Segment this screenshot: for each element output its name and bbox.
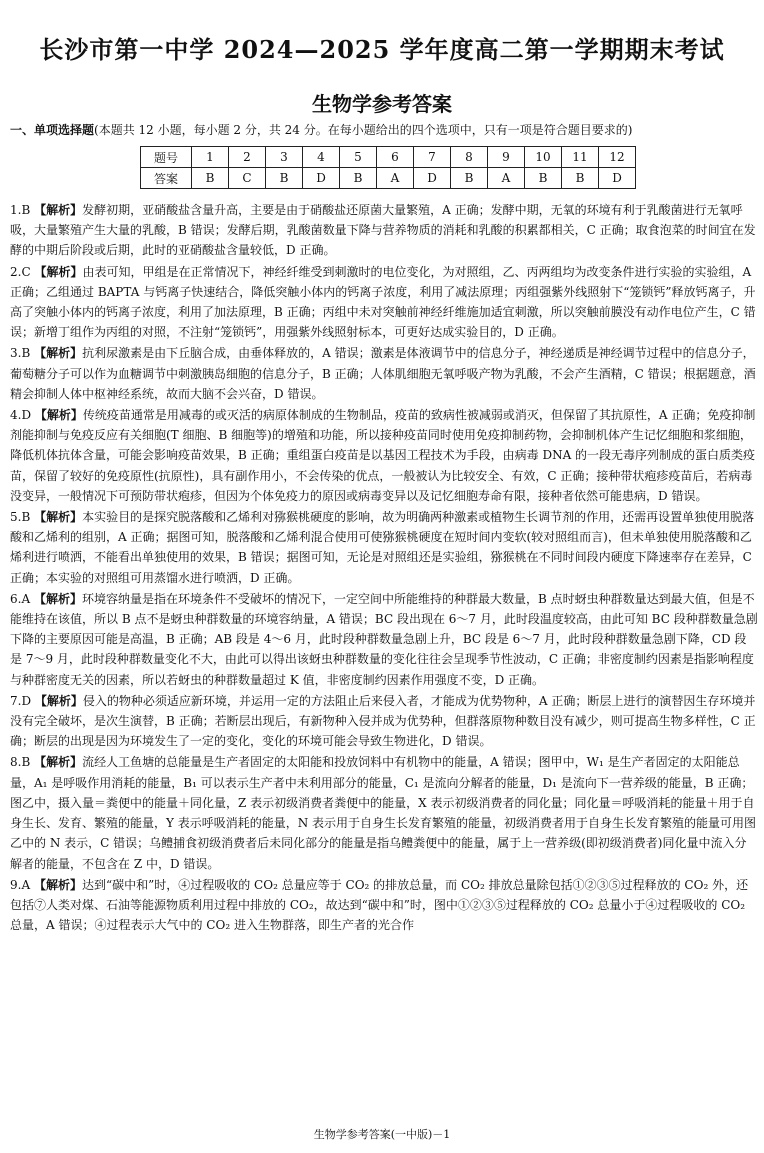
explanation-text: 由表可知，甲组是在正常情况下，神经纤维受到刺激时的电位变化，为对照组，乙、丙两组均为改变条件进行实验的实验组，A 正确；乙组通过 BAPTA 与钙离子快速结合，降低突触小体内的钙离子浓度，利用了减法原理；丙组强紫外线照射下“笼锁钙”释放钙离子，升高了突触小体内的钙离子浓度，利用了加法原理，B 正确；丙组中未对突触前神经纤维施加适宜刺激，所以突触前膜没有动作电位产生，C 错误；新增丁组作为丙组的对照，不注射“笼锁钙”，用强紫外线照射标本，可更好达成实验目的，D 正确。 <box>10 264 756 340</box>
explanation-text: 侵入的物种必须适应新环境，并运用一定的方法阻止后来侵入者，才能成为优势物种，A 正确；断层上进行的演替因生存环境并没有完全破坏，是次生演替，B 正确；若断层出现后，有新物种入侵并成为优势种，但群落原物种数目没有减少，则可提高生物多样性，C 正确；断层的出现是因为环境发生了一定的变化，变化的环境可能会导致生物进化，D 错误。 <box>10 693 756 749</box>
analysis-tag: 【解析】 <box>34 755 83 770</box>
question-answer: 6.A <box>10 591 31 606</box>
answer-table <box>140 146 636 189</box>
analysis-tag: 【解析】 <box>34 510 83 525</box>
analysis-tag: 【解析】 <box>33 591 82 606</box>
question-answer: 7.D <box>10 693 32 708</box>
explanation-item <box>10 262 758 343</box>
answer-row <box>141 168 636 189</box>
explanation-text: 达到“碳中和”时，④过程吸收的 CO₂ 总量应等于 CO₂ 的排放总量，而 CO₂ 排放总量除包括①②③⑤过程释放的 CO₂ 外，还包括⑦人类对煤、石油等能源物质利用过程中排放的 CO₂，故达到“碳中和”时，图中①②③⑤过程释放的 CO₂ 总量小于④过程吸收的 CO₂ 总量，A 错误；④过程表示大气中的 CO₂ 进入生物群落，即生产者的光合作 <box>10 877 749 933</box>
explanation-text: 流经人工鱼塘的总能量是生产者固定的太阳能和投放饲料中有机物中的能量，A 错误；图甲中，W₁ 是生产者固定的太阳能总量，A₁ 是呼吸作用消耗的能量，B₁ 可以表示生产者中未利用部分的能量，C₁ 是流向分解者的能量，D₁ 是流向下一营养级的能量，B 正确；图乙中，摄入量＝粪便中的能量＋同化量，Z 表示初级消费者粪便中的能量，X 表示初级消费者的同化量；同化量＝呼吸消耗的能量＋用于自身生长、发育、繁殖的能量，Y 表示呼吸消耗的能量，N 表示用于自身生长发育繁殖的能量，初级消费者用于自身生长发育繁殖的能量可用图乙中的 N 表示，C 错误；乌鳢捕食初级消费者后未同化部分的能量是指乌鳢粪便中的能量，属于上一营养级(即初级消费者)同化量中流入分解者的能量，不包含在 Z 中，D 错误。 <box>10 755 757 871</box>
table-cell: B <box>562 168 599 189</box>
row-label-answer: 答案 <box>141 168 192 189</box>
table-cell: 9 <box>488 147 525 168</box>
table-cell: 6 <box>377 147 414 168</box>
table-cell: D <box>599 168 636 189</box>
row-label-number: 题号 <box>141 147 192 168</box>
analysis-tag: 【解析】 <box>34 346 83 361</box>
question-answer: 2.C <box>10 264 31 279</box>
section-heading <box>10 122 760 138</box>
explanation-item <box>10 200 758 261</box>
table-cell: 8 <box>451 147 488 168</box>
table-cell: 7 <box>414 147 451 168</box>
table-cell: B <box>266 168 303 189</box>
analysis-tag: 【解析】 <box>34 203 83 217</box>
analysis-tag: 【解析】 <box>33 877 82 892</box>
explanation-text: 发酵初期，亚硝酸盐含量升高，主要是由于硝酸盐还原菌大量繁殖，A 正确；发酵中期，无氧的环境有利于乳酸菌进行无氧呼吸，大量繁殖产生大量的乳酸，B 错误；发酵后期，乳酸菌数量下降与营养物质的消耗和乳酸的积累都相关，C 正确；取食泡菜的时间宜在发酵的中期后阶段或后期，此时的亚硝酸盐含量较低，D 正确。 <box>10 203 756 258</box>
table-cell: 10 <box>525 147 562 168</box>
analysis-tag: 【解析】 <box>34 408 83 423</box>
question-answer: 8.B <box>10 755 31 770</box>
table-cell: A <box>488 168 525 189</box>
analysis-tag: 【解析】 <box>34 693 83 708</box>
table-cell: D <box>414 168 451 189</box>
explanation-item <box>10 875 758 936</box>
table-cell: 4 <box>303 147 340 168</box>
table-cell: B <box>525 168 562 189</box>
question-answer: 9.A <box>10 877 31 892</box>
table-cell: 12 <box>599 147 636 168</box>
table-cell: 3 <box>266 147 303 168</box>
table-cell: B <box>340 168 377 189</box>
explanation-item <box>10 343 758 404</box>
question-answer: 5.B <box>10 510 31 525</box>
table-cell: B <box>451 168 488 189</box>
table-cell: D <box>303 168 340 189</box>
table-cell: 2 <box>229 147 266 168</box>
answer-subtitle: 生物学参考答案 <box>312 92 452 116</box>
exam-title: 长沙市第一中学 2024—2025 学年度高二第一学期期末考试 <box>39 35 725 64</box>
explanation-item <box>10 405 758 506</box>
section-note: (本题共 12 小题，每小题 2 分，共 24 分。在每小题给出的四个选项中，只有一项是符合题目要求的) <box>94 123 633 137</box>
explanation-text: 本实验目的是探究脱落酸和乙烯利对猕猴桃硬度的影响，故为明确两种激素或植物生长调节剂的作用，还需再设置单独使用脱落酸和乙烯利的组别，A 正确；据图可知，脱落酸和乙烯利混合使用可使猕猴桃硬度在短时间内变软(较对照组而言)，但未单独使用脱落酸和乙烯利进行喷洒，不能看出单独使用的效果，B 错误；据图可知，无论是对照组还是实验组，猕猴桃在不同时间段内硬度下降速率存在差异，C 正确；本实验的对照组可用蒸馏水进行喷洒，D 正确。 <box>10 510 755 585</box>
question-answer: 3.B <box>10 346 31 361</box>
table-cell: 5 <box>340 147 377 168</box>
explanation-text: 抗利尿激素是由下丘脑合成，由垂体释放的，A 错误；激素是体液调节中的信息分子，神经递质是神经调节过程中的信息分子，葡萄糖分子可以作为血糖调节中刺激胰岛细胞的信息分子，B 正确；人体肌细胞无氧呼吸产物为乳酸，不会产生酒精，C 错误；根据题意，酒精会抑制人体中枢神经系统，故而大脑不会兴奋，D 错误。 <box>10 346 756 401</box>
explanation-item <box>10 691 758 752</box>
explanation-item <box>10 507 758 588</box>
explanation-text: 环境容纳量是指在环境条件不受破坏的情况下，一定空间中所能维持的种群最大数量，B 点时蚜虫种群数量达到最大值，但是不能维持在该值，所以 B 点不是蚜虫种群数量的环境容纳量，A 错误；BC 段出现在 6～7 月，此时段温度较高，由此可知 BC 段种群数量急剧下降的主要原因可能是高温，B 正确；AB 段是 4～6 月，此时段种群数量急剧上升，BC 段是 6～7 月，此时段种群数量急剧下降，CD 段是 7～9 月，此时段种群数量变化不大，由此可以得出该蚜虫种群数量的变化往往会呈现季节性波动，C 正确；非密度制约因素是指影响程度与种群密度无关的因素，所以若蚜虫的种群数量超过 K 值，非密度制约因素作用强度不变，D 正确。 <box>10 591 758 687</box>
explanations <box>10 200 758 936</box>
explanation-text: 传统疫苗通常是用减毒的或灭活的病原体制成的生物制品，疫苗的致病性被减弱或消灭，但保留了其抗原性，A 正确；免疫抑制剂能抑制与免疫反应有关细胞(T 细胞、B 细胞等)的增殖和功能，所以接种疫苗同时使用免疫抑制药物，会抑制机体产生记忆细胞和浆细胞，降低机体抗体含量，可能会影响疫苗效果，B 正确；重组蛋白疫苗是以基因工程技术为手段，由病毒 DNA 的一段无毒序列制成的蛋白质类疫苗，保留了较好的免疫原性(抗原性)，具有副作用小，不会传染的优点，一般被认为比较安全、有效，C 正确；接种带状疱疹疫苗后，若病毒没变异，一般情况下可预防带状疱疹，但因为个体免疫力的原因或病毒变异以及记忆细胞寿命有限，接种者依然可能患病，D 错误。 <box>10 408 756 503</box>
page-footer: 生物学参考答案(一中版)－1 <box>313 1128 451 1141</box>
table-cell: A <box>377 168 414 189</box>
table-cell: 11 <box>562 147 599 168</box>
analysis-tag: 【解析】 <box>34 264 83 279</box>
table-cell: C <box>229 168 266 189</box>
table-cell: B <box>192 168 229 189</box>
question-number-row <box>141 147 636 168</box>
question-answer: 1.B <box>10 203 31 217</box>
section-title: 一、单项选择题 <box>10 123 95 137</box>
question-answer: 4.D <box>10 408 32 423</box>
explanation-item <box>10 752 758 873</box>
explanation-item <box>10 589 758 690</box>
table-cell: 1 <box>192 147 229 168</box>
